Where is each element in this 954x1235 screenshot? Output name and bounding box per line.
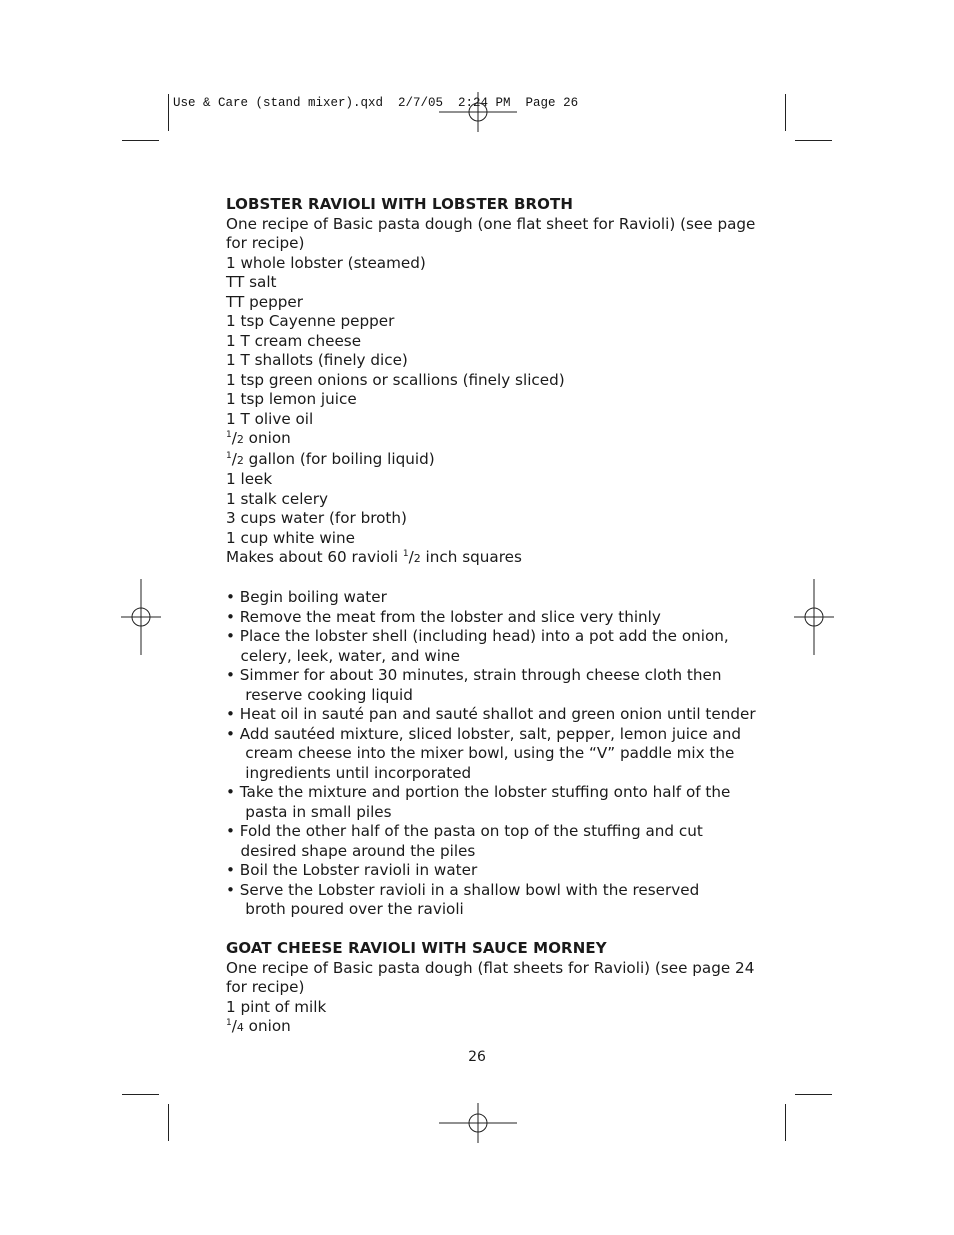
- step-line: • Boil the Lobster ravioli in water: [226, 861, 478, 879]
- step-line: ingredients until incorporated: [226, 763, 472, 782]
- ingredient-line: 1 T olive oil: [226, 409, 314, 428]
- ingredient-half-onion: $^1$/2 onion: [226, 429, 291, 447]
- recipe-1-title: LOBSTER RAVIOLI WITH LOBSTER BROTH: [226, 195, 574, 213]
- ingredient-line: 1 cup white wine: [226, 528, 355, 547]
- ingredient-line: TT pepper: [226, 292, 303, 311]
- slug-line: Use & Care (stand mixer).qxd 2/7/05 2:24 PM Page 26: [173, 96, 579, 110]
- step-line: • Take the mixture and portion the lobster stuffing onto half of the: [226, 783, 731, 801]
- recipe-content: [226, 195, 756, 1038]
- ingredient-line: 1 tsp lemon juice: [226, 390, 357, 408]
- recipe-2-intro-cont: for recipe): [226, 978, 305, 996]
- crop-mark: [795, 140, 832, 141]
- page-number: 26: [468, 1049, 486, 1065]
- recipe-1-ingredients: [226, 254, 726, 430]
- registration-mark-left: [121, 579, 161, 655]
- step-line: • Serve the Lobster ravioli in a shallow bowl with the reserved: [226, 880, 700, 899]
- step-line: celery, leek, water, and wine: [226, 646, 460, 665]
- crop-mark: [795, 1094, 832, 1095]
- crop-mark: [168, 94, 169, 131]
- step-line: cream cheese into the mixer bowl, using the “V” paddle mix the: [226, 744, 735, 762]
- crop-mark: [785, 94, 786, 131]
- step-line: • Remove the meat from the lobster and slice very thinly: [226, 607, 661, 626]
- ingredient-half-gallon: $^1$/2 gallon (for boiling liquid): [226, 449, 435, 468]
- ingredient-line: 1 whole lobster (steamed): [226, 253, 426, 272]
- step-line: • Add sautéed mixture, sliced lobster, salt, pepper, lemon juice and: [226, 724, 742, 743]
- step-line: reserve cooking liquid: [226, 685, 413, 704]
- ingredient-line: TT salt: [226, 273, 277, 291]
- step-line: pasta in small piles: [226, 802, 392, 821]
- recipe-1-steps: [226, 588, 756, 920]
- recipe-2-intro: One recipe of Basic pasta dough (flat sheets for Ravioli) (see page 24: [226, 958, 755, 977]
- registration-mark-top: [439, 92, 517, 132]
- ingredient-line: 1 T cream cheese: [226, 331, 362, 350]
- recipe-1-intro: One recipe of Basic pasta dough (one flat sheet for Ravioli) (see page: [226, 214, 756, 233]
- recipe-1-yield: Makes about 60 ravioli $^1$/2 inch squares: [226, 548, 522, 566]
- ingredient-line: 1 leek: [226, 470, 273, 488]
- step-line: • Place the lobster shell (including head) into a pot add the onion,: [226, 627, 729, 645]
- recipe-2-title: GOAT CHEESE RAVIOLI WITH SAUCE MORNEY: [226, 939, 607, 957]
- crop-mark: [122, 140, 159, 141]
- ingredient-milk: 1 pint of milk: [226, 997, 327, 1016]
- step-line: • Fold the other half of the pasta on top of the stuffing and cut: [226, 822, 703, 840]
- ingredient-line: 1 T shallots (finely dice): [226, 351, 408, 369]
- ingredient-line: 3 cups water (for broth): [226, 509, 407, 527]
- registration-mark-right: [794, 579, 834, 655]
- ingredient-line: 1 tsp green onions or scallions (finely sliced): [226, 370, 565, 389]
- ingredient-quarter-onion: $^1$/4 onion: [226, 1017, 291, 1035]
- step-line: • Simmer for about 30 minutes, strain through cheese cloth then: [226, 666, 722, 684]
- recipe-1-intro-cont: for recipe): [226, 234, 305, 252]
- step-line: broth poured over the ravioli: [226, 900, 464, 918]
- step-line: • Heat oil in sauté pan and sauté shallot and green onion until tender: [226, 705, 756, 723]
- ingredient-line: 1 tsp Cayenne pepper: [226, 312, 395, 330]
- step-line: desired shape around the piles: [226, 841, 476, 860]
- crop-mark: [785, 1104, 786, 1141]
- registration-mark-bottom: [439, 1103, 517, 1143]
- crop-mark: [168, 1104, 169, 1141]
- ingredient-line: 1 stalk celery: [226, 489, 328, 508]
- crop-mark: [122, 1094, 159, 1095]
- recipe-1-ingredients-2: [226, 470, 726, 548]
- step-line: • Begin boiling water: [226, 588, 387, 606]
